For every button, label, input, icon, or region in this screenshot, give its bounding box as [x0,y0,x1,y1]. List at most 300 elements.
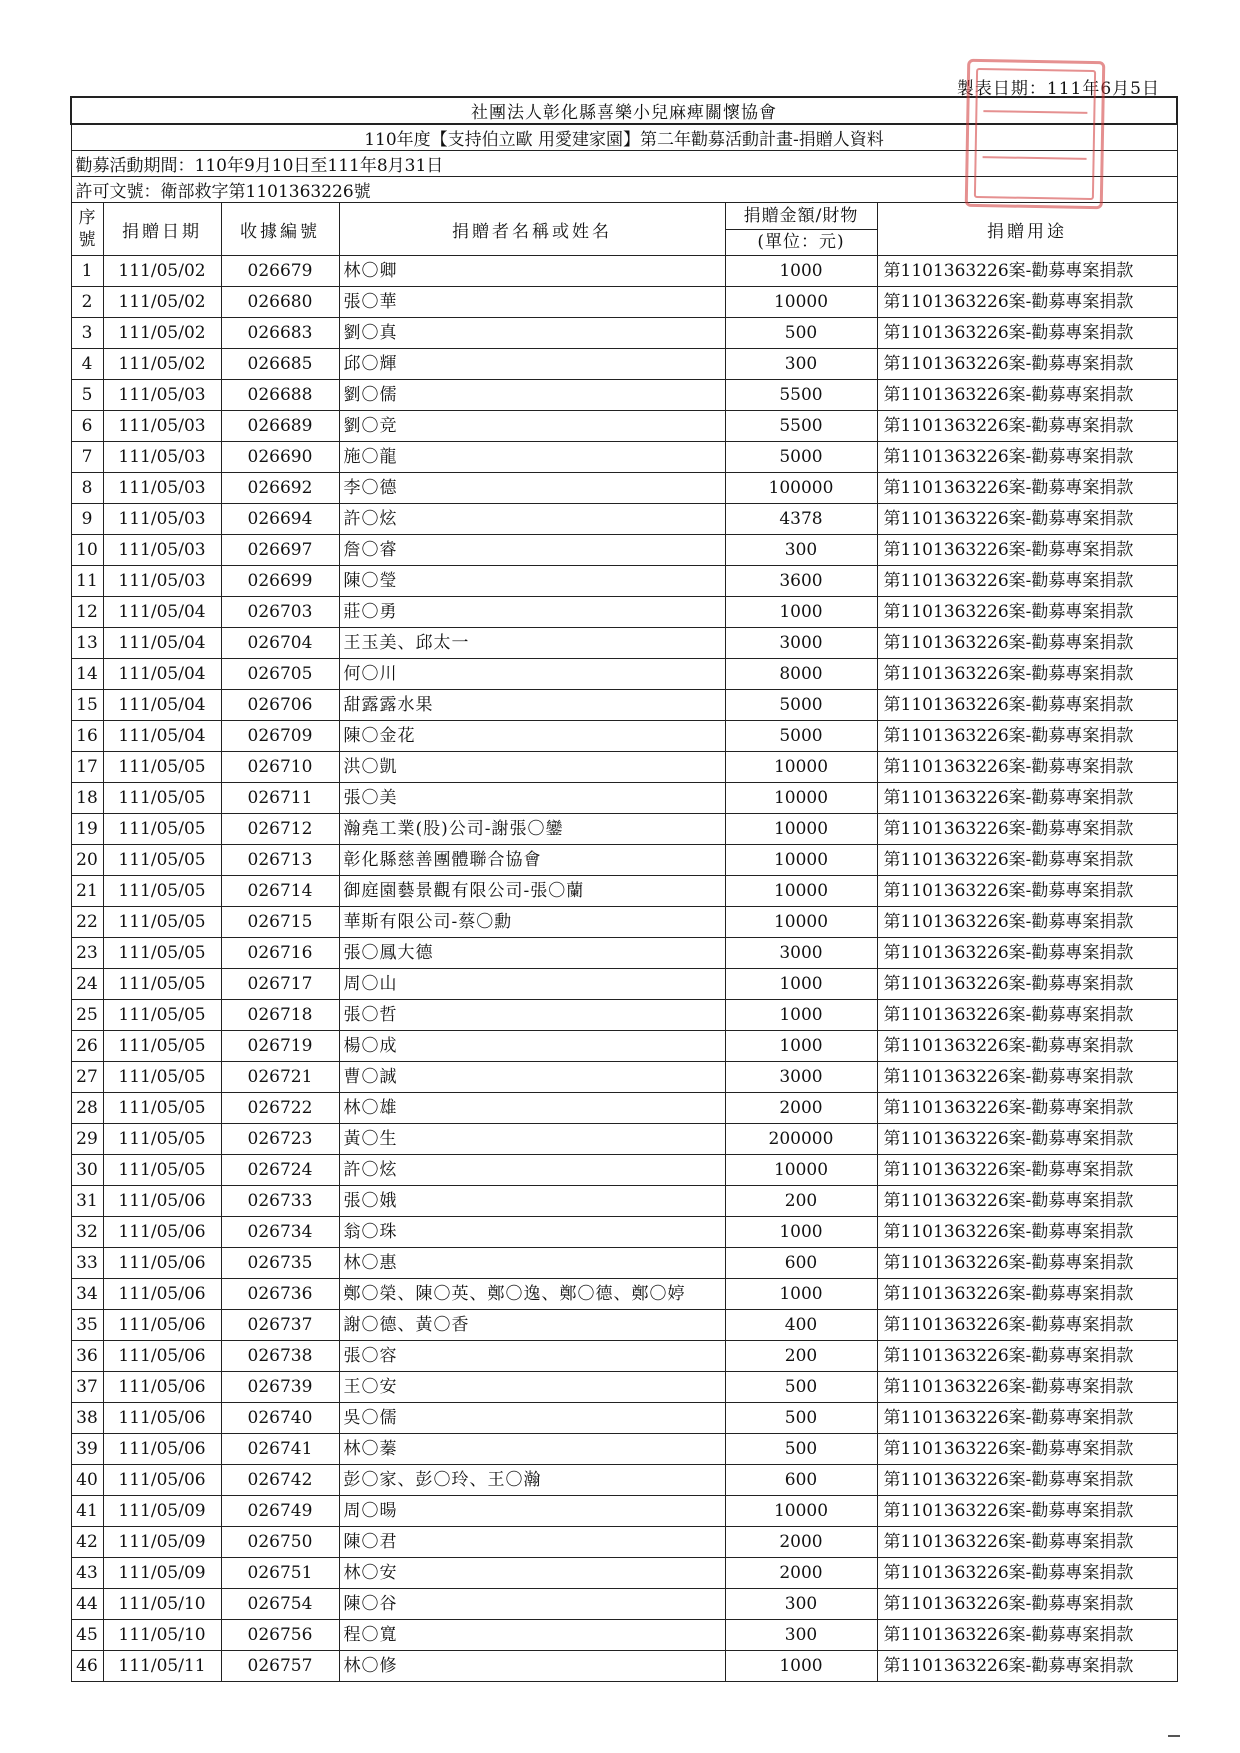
row-donor-name: 林〇雄 [339,1093,725,1124]
row-amount: 600 [725,1465,877,1496]
row-donor-name: 御庭園藝景觀有限公司-張〇蘭 [339,876,725,907]
table-row [71,504,1177,535]
row-date: 111/05/05 [103,845,221,876]
row-seq: 9 [71,504,103,535]
row-date: 111/05/05 [103,1031,221,1062]
row-purpose: 第1101363226案-勸募專案捐款 [877,1558,1177,1589]
col-amount-header-line2: (單位：元) [757,232,845,252]
row-receipt-number: 026723 [221,1124,339,1155]
row-amount: 500 [725,1434,877,1465]
row-donor-name: 劉〇真 [339,318,725,349]
row-purpose: 第1101363226案-勸募專案捐款 [877,1279,1177,1310]
row-seq: 40 [71,1465,103,1496]
row-receipt-number: 026685 [221,349,339,380]
row-date: 111/05/05 [103,1000,221,1031]
row-date: 111/05/06 [103,1248,221,1279]
row-date: 111/05/06 [103,1434,221,1465]
row-date: 111/05/10 [103,1589,221,1620]
row-donor-name: 林〇安 [339,1558,725,1589]
row-donor-name: 陳〇金花 [339,721,725,752]
row-seq: 32 [71,1217,103,1248]
table-row [71,349,1177,380]
row-seq: 46 [71,1651,103,1682]
row-receipt-number: 026715 [221,907,339,938]
row-seq: 1 [71,256,103,287]
table-row [71,783,1177,814]
row-amount: 1000 [725,597,877,628]
row-amount: 10000 [725,1496,877,1527]
row-receipt-number: 026690 [221,442,339,473]
row-donor-name: 陳〇瑩 [339,566,725,597]
table-row [71,380,1177,411]
table-row [71,1279,1177,1310]
table-row [71,628,1177,659]
row-seq: 44 [71,1589,103,1620]
table-row [71,566,1177,597]
row-donor-name: 詹〇睿 [339,535,725,566]
row-amount: 500 [725,1372,877,1403]
row-seq: 38 [71,1403,103,1434]
row-seq: 36 [71,1341,103,1372]
row-seq: 6 [71,411,103,442]
row-donor-name: 劉〇儒 [339,380,725,411]
row-purpose: 第1101363226案-勸募專案捐款 [877,690,1177,721]
row-receipt-number: 026741 [221,1434,339,1465]
row-receipt-number: 026692 [221,473,339,504]
row-seq: 7 [71,442,103,473]
seal-inner-border [974,68,1096,200]
row-date: 111/05/05 [103,1093,221,1124]
table-row [71,1434,1177,1465]
row-receipt-number: 026717 [221,969,339,1000]
row-date: 111/05/05 [103,938,221,969]
row-amount: 3000 [725,628,877,659]
table-row [71,845,1177,876]
row-seq: 26 [71,1031,103,1062]
row-purpose: 第1101363226案-勸募專案捐款 [877,318,1177,349]
row-purpose: 第1101363226案-勸募專案捐款 [877,969,1177,1000]
row-receipt-number: 026735 [221,1248,339,1279]
row-date: 111/05/06 [103,1217,221,1248]
col-name-header: 捐贈者名稱或姓名 [339,203,725,256]
row-amount: 200 [725,1341,877,1372]
row-purpose: 第1101363226案-勸募專案捐款 [877,1651,1177,1682]
row-receipt-number: 026750 [221,1527,339,1558]
row-receipt-number: 026734 [221,1217,339,1248]
row-date: 111/05/11 [103,1651,221,1682]
row-donor-name: 林〇卿 [339,256,725,287]
row-seq: 11 [71,566,103,597]
row-donor-name: 許〇炫 [339,504,725,535]
row-donor-name: 王〇安 [339,1372,725,1403]
table-row [71,1372,1177,1403]
table-row [71,752,1177,783]
row-seq: 42 [71,1527,103,1558]
row-seq: 29 [71,1124,103,1155]
row-date: 111/05/02 [103,318,221,349]
row-amount: 2000 [725,1558,877,1589]
row-donor-name: 彰化縣慈善團體聯合協會 [339,845,725,876]
row-receipt-number: 026697 [221,535,339,566]
row-seq: 13 [71,628,103,659]
row-purpose: 第1101363226案-勸募專案捐款 [877,752,1177,783]
row-seq: 35 [71,1310,103,1341]
row-date: 111/05/06 [103,1279,221,1310]
row-amount: 5000 [725,442,877,473]
row-date: 111/05/05 [103,1155,221,1186]
row-receipt-number: 026722 [221,1093,339,1124]
row-receipt-number: 026751 [221,1558,339,1589]
row-amount: 10000 [725,845,877,876]
row-seq: 45 [71,1620,103,1651]
row-amount: 1000 [725,1000,877,1031]
table-row [71,659,1177,690]
row-purpose: 第1101363226案-勸募專案捐款 [877,1496,1177,1527]
row-donor-name: 邱〇輝 [339,349,725,380]
table-row [71,1248,1177,1279]
campaign-period: 勸募活動期間：110年9月10日至111年8月31日 [71,151,1177,177]
row-receipt-number: 026738 [221,1341,339,1372]
row-amount: 200 [725,1186,877,1217]
row-amount: 10000 [725,876,877,907]
red-seal-stamp [965,59,1106,209]
table-row [71,473,1177,504]
row-date: 111/05/05 [103,907,221,938]
row-date: 111/05/05 [103,1062,221,1093]
row-date: 111/05/03 [103,473,221,504]
row-seq: 22 [71,907,103,938]
row-amount: 2000 [725,1093,877,1124]
row-seq: 10 [71,535,103,566]
table-row [71,1558,1177,1589]
table-row [71,1651,1177,1682]
table-row [71,287,1177,318]
table-row [71,690,1177,721]
row-donor-name: 華斯有限公司-蔡〇勳 [339,907,725,938]
row-date: 111/05/03 [103,442,221,473]
col-seq-header-line2: 號 [78,230,96,250]
row-amount: 10000 [725,907,877,938]
row-receipt-number: 026699 [221,566,339,597]
row-receipt-number: 026757 [221,1651,339,1682]
col-seq-header [71,203,103,256]
table-row [71,597,1177,628]
row-donor-name: 甜露露水果 [339,690,725,721]
row-date: 111/05/04 [103,597,221,628]
table-row [71,442,1177,473]
row-seq: 5 [71,380,103,411]
row-amount: 5000 [725,721,877,752]
row-receipt-number: 026739 [221,1372,339,1403]
row-amount: 5500 [725,380,877,411]
row-donor-name: 吳〇儒 [339,1403,725,1434]
row-seq: 31 [71,1186,103,1217]
row-date: 111/05/09 [103,1558,221,1589]
table-row [71,969,1177,1000]
row-amount: 4378 [725,504,877,535]
row-receipt-number: 026679 [221,256,339,287]
row-amount: 1000 [725,969,877,1000]
row-date: 111/05/02 [103,349,221,380]
row-amount: 3000 [725,938,877,969]
row-purpose: 第1101363226案-勸募專案捐款 [877,1124,1177,1155]
row-receipt-number: 026742 [221,1465,339,1496]
row-receipt-number: 026711 [221,783,339,814]
row-amount: 10000 [725,287,877,318]
row-date: 111/05/05 [103,969,221,1000]
table-row [71,256,1177,287]
row-seq: 17 [71,752,103,783]
table-row [71,1589,1177,1620]
row-purpose: 第1101363226案-勸募專案捐款 [877,938,1177,969]
table-row [71,1341,1177,1372]
table-row [71,907,1177,938]
row-amount: 500 [725,1403,877,1434]
col-receipt-header: 收據編號 [221,203,339,256]
row-amount: 500 [725,318,877,349]
table-row [71,1000,1177,1031]
table-row [71,1527,1177,1558]
row-donor-name: 李〇德 [339,473,725,504]
table-row [71,1093,1177,1124]
row-date: 111/05/03 [103,411,221,442]
row-seq: 34 [71,1279,103,1310]
row-amount: 10000 [725,1155,877,1186]
row-purpose: 第1101363226案-勸募專案捐款 [877,876,1177,907]
row-amount: 1000 [725,1031,877,1062]
row-receipt-number: 026737 [221,1310,339,1341]
row-purpose: 第1101363226案-勸募專案捐款 [877,1589,1177,1620]
row-date: 111/05/03 [103,535,221,566]
table-row [71,1496,1177,1527]
row-amount: 1000 [725,256,877,287]
row-purpose: 第1101363226案-勸募專案捐款 [877,1465,1177,1496]
col-amount-header [725,203,877,256]
row-date: 111/05/06 [103,1341,221,1372]
col-seq-header-line1: 序 [78,208,96,228]
row-donor-name: 謝〇德、黃〇香 [339,1310,725,1341]
row-date: 111/05/02 [103,256,221,287]
row-purpose: 第1101363226案-勸募專案捐款 [877,597,1177,628]
row-purpose: 第1101363226案-勸募專案捐款 [877,814,1177,845]
table-row [71,814,1177,845]
row-date: 111/05/06 [103,1186,221,1217]
row-receipt-number: 026705 [221,659,339,690]
row-receipt-number: 026706 [221,690,339,721]
row-purpose: 第1101363226案-勸募專案捐款 [877,380,1177,411]
row-amount: 2000 [725,1527,877,1558]
row-seq: 14 [71,659,103,690]
row-receipt-number: 026709 [221,721,339,752]
row-purpose: 第1101363226案-勸募專案捐款 [877,1527,1177,1558]
row-donor-name: 黃〇生 [339,1124,725,1155]
row-date: 111/05/06 [103,1403,221,1434]
row-amount: 600 [725,1248,877,1279]
plan-title: 110年度【支持伯立歐 用愛建家園】第二年勸募活動計畫-捐贈人資料 [71,124,1177,151]
row-receipt-number: 026712 [221,814,339,845]
row-date: 111/05/04 [103,690,221,721]
row-date: 111/05/09 [103,1527,221,1558]
row-seq: 18 [71,783,103,814]
row-seq: 28 [71,1093,103,1124]
row-purpose: 第1101363226案-勸募專案捐款 [877,287,1177,318]
table-row [71,876,1177,907]
row-amount: 3000 [725,1062,877,1093]
row-seq: 30 [71,1155,103,1186]
row-date: 111/05/05 [103,814,221,845]
table-row [71,1217,1177,1248]
row-seq: 16 [71,721,103,752]
row-receipt-number: 026713 [221,845,339,876]
row-donor-name: 劉〇竞 [339,411,725,442]
row-date: 111/05/04 [103,721,221,752]
column-header-row [71,203,1177,256]
row-donor-name: 張〇華 [339,287,725,318]
row-receipt-number: 026716 [221,938,339,969]
row-seq: 21 [71,876,103,907]
row-donor-name: 楊〇成 [339,1031,725,1062]
row-seq: 23 [71,938,103,969]
row-seq: 25 [71,1000,103,1031]
row-amount: 1000 [725,1651,877,1682]
row-date: 111/05/02 [103,287,221,318]
row-amount: 10000 [725,814,877,845]
row-date: 111/05/04 [103,659,221,690]
scan-mark [1168,1735,1180,1737]
col-amount-header-line1: 捐贈金額/財物 [726,203,877,230]
row-receipt-number: 026724 [221,1155,339,1186]
row-purpose: 第1101363226案-勸募專案捐款 [877,628,1177,659]
row-purpose: 第1101363226案-勸募專案捐款 [877,659,1177,690]
row-amount: 3600 [725,566,877,597]
row-receipt-number: 026733 [221,1186,339,1217]
row-donor-name: 張〇容 [339,1341,725,1372]
row-seq: 12 [71,597,103,628]
row-seq: 24 [71,969,103,1000]
table-row [71,535,1177,566]
row-amount: 10000 [725,783,877,814]
row-date: 111/05/06 [103,1372,221,1403]
row-receipt-number: 026749 [221,1496,339,1527]
row-date: 111/05/06 [103,1465,221,1496]
row-donor-name: 林〇蓁 [339,1434,725,1465]
row-purpose: 第1101363226案-勸募專案捐款 [877,442,1177,473]
table-row [71,1124,1177,1155]
table-row [71,938,1177,969]
row-donor-name: 彭〇家、彭〇玲、王〇瀚 [339,1465,725,1496]
row-purpose: 第1101363226案-勸募專案捐款 [877,256,1177,287]
row-receipt-number: 026710 [221,752,339,783]
table-row [71,1310,1177,1341]
row-purpose: 第1101363226案-勸募專案捐款 [877,1000,1177,1031]
row-donor-name: 林〇惠 [339,1248,725,1279]
row-amount: 200000 [725,1124,877,1155]
row-seq: 33 [71,1248,103,1279]
table-row [71,1031,1177,1062]
row-purpose: 第1101363226案-勸募專案捐款 [877,845,1177,876]
row-receipt-number: 026718 [221,1000,339,1031]
row-purpose: 第1101363226案-勸募專案捐款 [877,535,1177,566]
row-amount: 300 [725,1620,877,1651]
row-receipt-number: 026694 [221,504,339,535]
row-purpose: 第1101363226案-勸募專案捐款 [877,907,1177,938]
row-purpose: 第1101363226案-勸募專案捐款 [877,1310,1177,1341]
row-purpose: 第1101363226案-勸募專案捐款 [877,1341,1177,1372]
row-donor-name: 洪〇凱 [339,752,725,783]
row-seq: 27 [71,1062,103,1093]
row-purpose: 第1101363226案-勸募專案捐款 [877,566,1177,597]
row-purpose: 第1101363226案-勸募專案捐款 [877,1155,1177,1186]
row-purpose: 第1101363226案-勸募專案捐款 [877,721,1177,752]
table-row [71,318,1177,349]
row-purpose: 第1101363226案-勸募專案捐款 [877,1434,1177,1465]
row-date: 111/05/05 [103,876,221,907]
row-date: 111/05/05 [103,752,221,783]
row-donor-name: 程〇寬 [339,1620,725,1651]
row-purpose: 第1101363226案-勸募專案捐款 [877,504,1177,535]
row-donor-name: 翁〇珠 [339,1217,725,1248]
row-receipt-number: 026688 [221,380,339,411]
row-amount: 300 [725,349,877,380]
row-seq: 43 [71,1558,103,1589]
row-purpose: 第1101363226案-勸募專案捐款 [877,473,1177,504]
row-donor-name: 陳〇君 [339,1527,725,1558]
row-donor-name: 陳〇谷 [339,1589,725,1620]
row-donor-name: 林〇修 [339,1651,725,1682]
row-purpose: 第1101363226案-勸募專案捐款 [877,349,1177,380]
row-purpose: 第1101363226案-勸募專案捐款 [877,1248,1177,1279]
row-seq: 39 [71,1434,103,1465]
row-receipt-number: 026714 [221,876,339,907]
row-donor-name: 許〇炫 [339,1155,725,1186]
row-purpose: 第1101363226案-勸募專案捐款 [877,411,1177,442]
row-receipt-number: 026756 [221,1620,339,1651]
row-purpose: 第1101363226案-勸募專案捐款 [877,1186,1177,1217]
row-donor-name: 周〇暘 [339,1496,725,1527]
row-amount: 8000 [725,659,877,690]
table-row [71,721,1177,752]
row-donor-name: 瀚堯工業(股)公司-謝張〇鑾 [339,814,725,845]
row-receipt-number: 026719 [221,1031,339,1062]
row-date: 111/05/05 [103,783,221,814]
row-date: 111/05/03 [103,504,221,535]
org-title: 社團法人彰化縣喜樂小兒麻痺關懷協會 [71,97,1177,124]
row-donor-name: 曹〇誠 [339,1062,725,1093]
row-purpose: 第1101363226案-勸募專案捐款 [877,783,1177,814]
row-receipt-number: 026689 [221,411,339,442]
row-amount: 300 [725,1589,877,1620]
row-amount: 10000 [725,752,877,783]
row-donor-name: 張〇哲 [339,1000,725,1031]
row-date: 111/05/09 [103,1496,221,1527]
row-donor-name: 鄭〇榮、陳〇英、鄭〇逸、鄭〇德、鄭〇婷 [339,1279,725,1310]
row-seq: 3 [71,318,103,349]
row-seq: 15 [71,690,103,721]
donor-table [70,96,1178,1682]
table-body [71,256,1177,1682]
row-donor-name: 張〇美 [339,783,725,814]
col-purpose-header: 捐贈用途 [877,203,1177,256]
row-donor-name: 莊〇勇 [339,597,725,628]
table-row [71,411,1177,442]
row-receipt-number: 026680 [221,287,339,318]
row-seq: 41 [71,1496,103,1527]
row-donor-name: 張〇鳳大德 [339,938,725,969]
row-amount: 5000 [725,690,877,721]
row-amount: 1000 [725,1217,877,1248]
row-purpose: 第1101363226案-勸募專案捐款 [877,1372,1177,1403]
table-row [71,1620,1177,1651]
